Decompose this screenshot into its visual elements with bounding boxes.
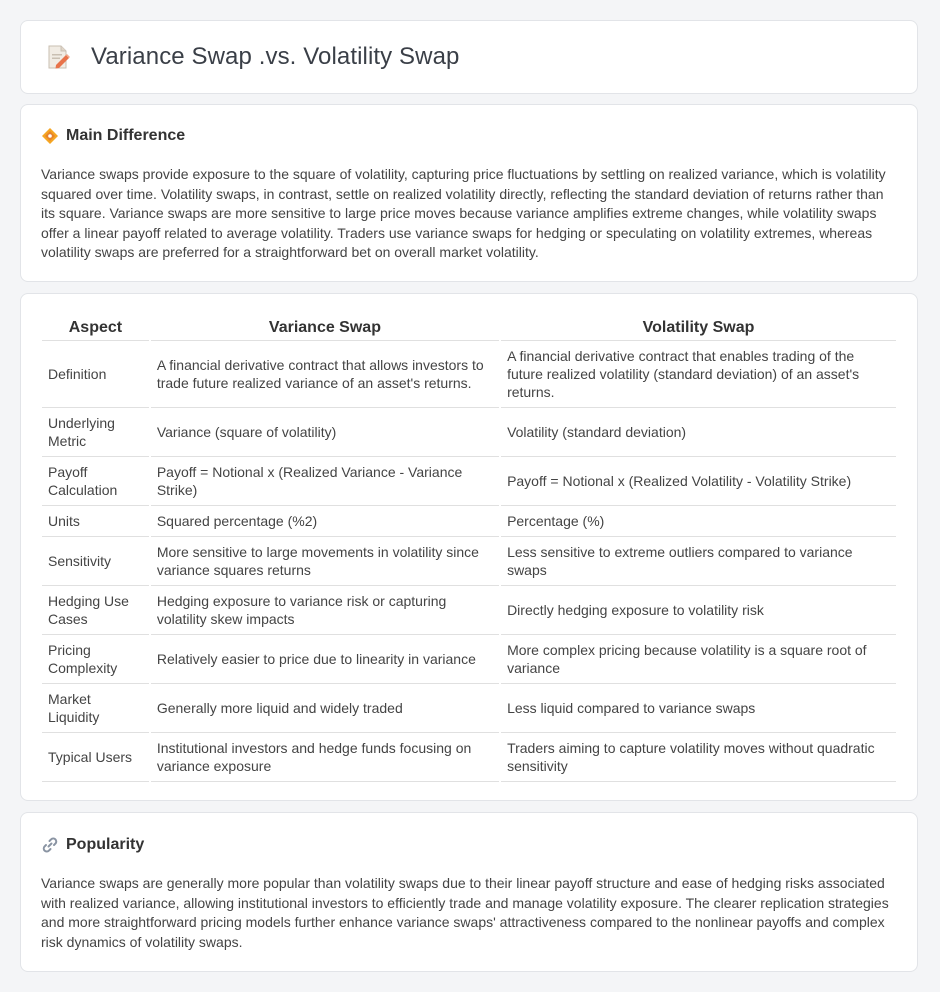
volatility-cell: Directly hedging exposure to volatility risk <box>500 586 897 635</box>
table-row <box>42 341 897 408</box>
volatility-cell: Less sensitive to extreme outliers compared to variance swaps <box>500 537 897 586</box>
title-row <box>45 43 459 71</box>
table-row <box>42 733 897 782</box>
variance-cell: Payoff = Notional x (Realized Variance - Variance Strike) <box>150 457 500 506</box>
aspect-cell: Hedging Use Cases <box>42 586 150 635</box>
variance-cell: Squared percentage (%2) <box>150 506 500 537</box>
volatility-cell: Percentage (%) <box>500 506 897 537</box>
comparison-table <box>42 314 898 782</box>
volatility-cell: Volatility (standard deviation) <box>500 408 897 457</box>
header-variance-swap: Variance Swap <box>150 314 500 341</box>
table-row <box>42 635 897 684</box>
volatility-cell: More complex pricing because volatility is a square root of variance <box>500 635 897 684</box>
header-volatility-swap: Volatility Swap <box>500 314 897 341</box>
variance-cell: Generally more liquid and widely traded <box>150 684 500 733</box>
table-row <box>42 457 897 506</box>
table-row <box>42 408 897 457</box>
table-header-row <box>42 314 897 341</box>
aspect-cell: Underlying Metric <box>42 408 150 457</box>
aspect-cell: Pricing Complexity <box>42 635 150 684</box>
page-title: Variance Swap .vs. Volatility Swap <box>91 43 460 70</box>
volatility-cell: Payoff = Notional x (Realized Volatility - Volatility Strike) <box>500 457 897 506</box>
popularity-header <box>41 836 144 854</box>
main-difference-card <box>20 104 918 282</box>
volatility-cell: Less liquid compared to variance swaps <box>500 684 897 733</box>
document-pencil-icon <box>45 44 71 70</box>
variance-cell: More sensitive to large movements in volatility since variance squares returns <box>150 537 500 586</box>
header-aspect: Aspect <box>42 314 150 341</box>
variance-cell: Institutional investors and hedge funds focusing on variance exposure <box>150 733 500 782</box>
main-difference-header <box>41 127 185 145</box>
diamond-icon <box>41 127 59 145</box>
table-row <box>42 684 897 733</box>
aspect-cell: Market Liquidity <box>42 684 150 733</box>
variance-cell: Hedging exposure to variance risk or capturing volatility skew impacts <box>150 586 500 635</box>
table-row <box>42 506 897 537</box>
popularity-title: Popularity <box>66 836 145 853</box>
table-row <box>42 586 897 635</box>
volatility-cell: A financial derivative contract that enables trading of the future realized volatility (standard deviation) of an asset's returns. <box>500 341 897 408</box>
title-card <box>20 20 918 94</box>
link-icon <box>41 836 59 854</box>
aspect-cell: Definition <box>42 341 150 408</box>
popularity-text: Variance swaps are generally more popular than volatility swaps due to their linear payoff structure and ease of hedging risks associated with realized variance, allowing institutional investors to efficiently trade and manage volatility exposure. The clearer replication strategies and more straightforward pricing models further enhance variance swaps' attractiveness compared to the nonlinear payoffs and complex risk dynamics of volatility swaps. <box>41 875 889 950</box>
comparison-card <box>20 293 918 801</box>
aspect-cell: Typical Users <box>42 733 150 782</box>
main-difference-text: Variance swaps provide exposure to the square of volatility, capturing price fluctuations by settling on realized variance, which is volatility squared over time. Volatility swaps, in contrast, settle on realized volatility directly, reflecting the standard deviation of returns rather than its square. Variance swaps are more sensitive to large price moves because variance amplifies extreme changes, while volatility swaps offer a linear payoff related to average volatility. Traders use variance swaps for hedging or speculating on volatility extremes, whereas volatility swaps are preferred for a straightforward bet on overall market volatility. <box>41 166 886 261</box>
aspect-cell: Payoff Calculation <box>42 457 150 506</box>
aspect-cell: Units <box>42 506 150 537</box>
variance-cell: A financial derivative contract that allows investors to trade future realized variance of an asset's returns. <box>150 341 500 408</box>
volatility-cell: Traders aiming to capture volatility moves without quadratic sensitivity <box>500 733 897 782</box>
variance-cell: Variance (square of volatility) <box>150 408 500 457</box>
variance-cell: Relatively easier to price due to linearity in variance <box>150 635 500 684</box>
main-difference-title: Main Difference <box>66 127 186 144</box>
popularity-card <box>20 812 918 972</box>
table-row <box>42 537 897 586</box>
aspect-cell: Sensitivity <box>42 537 150 586</box>
